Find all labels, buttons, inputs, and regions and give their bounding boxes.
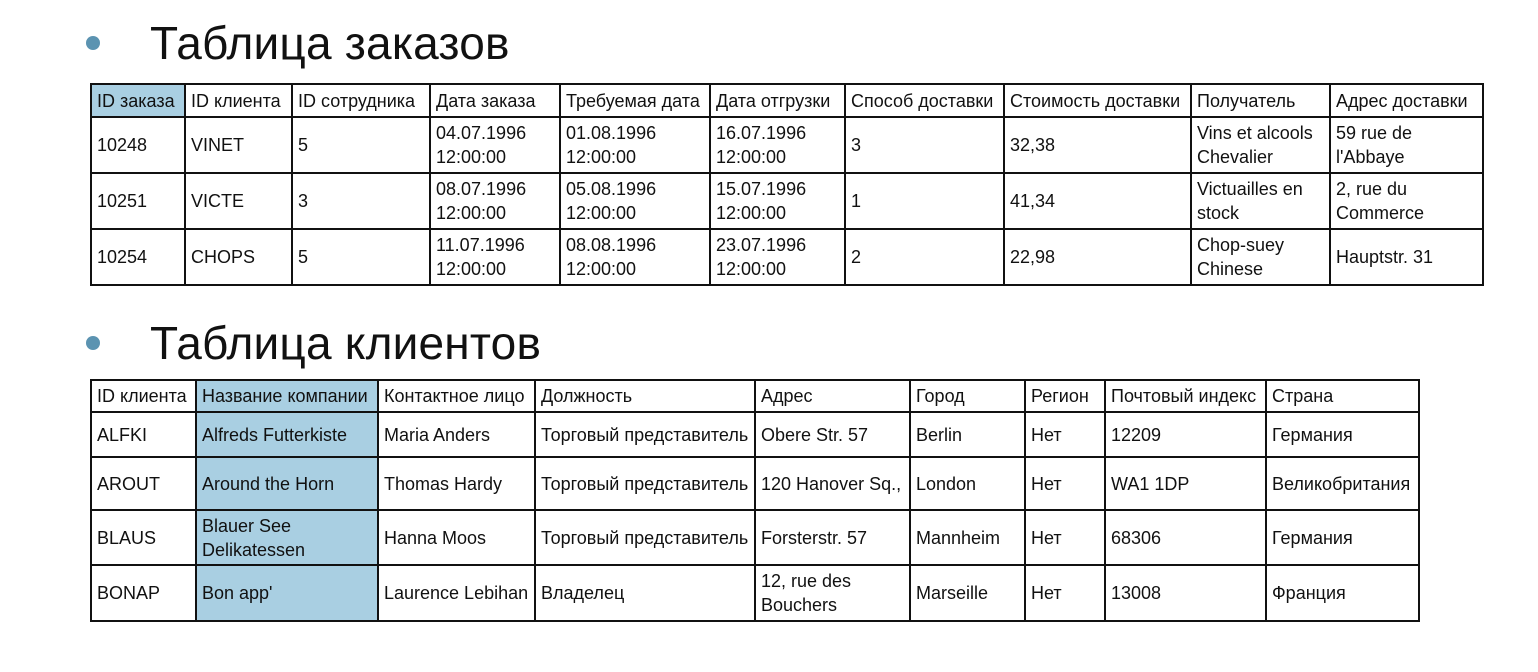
orders-header-shipped-date: Дата отгрузки	[710, 84, 845, 117]
customers-cell-region: Нет	[1025, 565, 1105, 621]
orders-cell-ship-via: 1	[845, 173, 1004, 229]
customers-header-address: Адрес	[755, 380, 910, 412]
customers-header-country: Страна	[1266, 380, 1419, 412]
orders-cell-customer-id: VICTE	[185, 173, 292, 229]
customers-title: Таблица клиентов	[150, 317, 542, 369]
customers-cell-contact-name: Hanna Moos	[378, 510, 535, 565]
customers-header-region: Регион	[1025, 380, 1105, 412]
customers-cell-contact-name: Thomas Hardy	[378, 457, 535, 510]
orders-cell-order-id: 10254	[91, 229, 185, 285]
customers-cell-postal-code: WA1 1DP	[1105, 457, 1266, 510]
orders-cell-freight: 32,38	[1004, 117, 1191, 173]
orders-cell-ship-address: Hauptstr. 31	[1330, 229, 1483, 285]
customers-cell-region: Нет	[1025, 510, 1105, 565]
customers-cell-postal-code: 68306	[1105, 510, 1266, 565]
orders-cell-customer-id: CHOPS	[185, 229, 292, 285]
orders-cell-required-date: 01.08.1996 12:00:00	[560, 117, 710, 173]
orders-title-row	[86, 17, 510, 69]
customers-cell-city: Marseille	[910, 565, 1025, 621]
customers-cell-contact-title: Торговый представитель	[535, 412, 755, 457]
customers-header-customer-id: ID клиента	[91, 380, 196, 412]
customers-cell-customer-id: AROUT	[91, 457, 196, 510]
orders-cell-ship-address: 59 rue de l'Abbaye	[1330, 117, 1483, 173]
customers-cell-customer-id: BONAP	[91, 565, 196, 621]
customers-cell-contact-name: Maria Anders	[378, 412, 535, 457]
orders-cell-ship-name: Victuailles en stock	[1191, 173, 1330, 229]
customers-cell-company-name: Bon app'	[196, 565, 378, 621]
orders-cell-freight: 41,34	[1004, 173, 1191, 229]
customers-cell-contact-title: Владелец	[535, 565, 755, 621]
orders-table	[90, 83, 1484, 286]
customers-cell-contact-title: Торговый представитель	[535, 510, 755, 565]
customers-cell-city: Berlin	[910, 412, 1025, 457]
orders-header-order-date: Дата заказа	[430, 84, 560, 117]
orders-cell-shipped-date: 23.07.1996 12:00:00	[710, 229, 845, 285]
customers-cell-customer-id: ALFKI	[91, 412, 196, 457]
table-row	[91, 457, 1419, 510]
orders-cell-ship-via: 2	[845, 229, 1004, 285]
customers-cell-company-name: Around the Horn	[196, 457, 378, 510]
customers-cell-postal-code: 13008	[1105, 565, 1266, 621]
customers-cell-address: Obere Str. 57	[755, 412, 910, 457]
customers-cell-customer-id: BLAUS	[91, 510, 196, 565]
orders-cell-employee-id: 5	[292, 117, 430, 173]
orders-cell-order-date: 08.07.1996 12:00:00	[430, 173, 560, 229]
customers-cell-country: Великобритания	[1266, 457, 1419, 510]
customers-cell-city: London	[910, 457, 1025, 510]
customers-cell-region: Нет	[1025, 412, 1105, 457]
orders-cell-employee-id: 3	[292, 173, 430, 229]
customers-cell-address: 12, rue des Bouchers	[755, 565, 910, 621]
orders-cell-order-date: 04.07.1996 12:00:00	[430, 117, 560, 173]
orders-header-freight: Стоимость доставки	[1004, 84, 1191, 117]
bullet-icon	[86, 36, 100, 50]
orders-cell-employee-id: 5	[292, 229, 430, 285]
customers-cell-address: Forsterstr. 57	[755, 510, 910, 565]
customers-cell-country: Франция	[1266, 565, 1419, 621]
orders-header-required-date: Требуемая дата	[560, 84, 710, 117]
orders-header-ship-address: Адрес доставки	[1330, 84, 1483, 117]
customers-header-city: Город	[910, 380, 1025, 412]
orders-cell-order-id: 10248	[91, 117, 185, 173]
table-row	[91, 117, 1483, 173]
customers-cell-contact-name: Laurence Lebihan	[378, 565, 535, 621]
orders-header-customer-id: ID клиента	[185, 84, 292, 117]
orders-header-employee-id: ID сотрудника	[292, 84, 430, 117]
customers-cell-country: Германия	[1266, 412, 1419, 457]
customers-header-company-name: Название компании	[196, 380, 378, 412]
orders-header-row	[91, 84, 1483, 117]
orders-cell-freight: 22,98	[1004, 229, 1191, 285]
customers-cell-company-name: Alfreds Futterkiste	[196, 412, 378, 457]
orders-cell-ship-address: 2, rue du Commerce	[1330, 173, 1483, 229]
orders-header-order-id: ID заказа	[91, 84, 185, 117]
customers-cell-address: 120 Hanover Sq.,	[755, 457, 910, 510]
customers-header-contact-title: Должность	[535, 380, 755, 412]
customers-cell-company-name: Blauer See Delikatessen	[196, 510, 378, 565]
orders-cell-shipped-date: 15.07.1996 12:00:00	[710, 173, 845, 229]
customers-title-row	[86, 317, 542, 369]
customers-cell-contact-title: Торговый представитель	[535, 457, 755, 510]
table-row	[91, 229, 1483, 285]
customers-header-postal-code: Почтовый индекс	[1105, 380, 1266, 412]
orders-header-ship-via: Способ доставки	[845, 84, 1004, 117]
customers-header-row	[91, 380, 1419, 412]
orders-cell-ship-name: Vins et alcools Chevalier	[1191, 117, 1330, 173]
customers-cell-country: Германия	[1266, 510, 1419, 565]
table-row	[91, 173, 1483, 229]
orders-cell-required-date: 05.08.1996 12:00:00	[560, 173, 710, 229]
customers-header-contact-name: Контактное лицо	[378, 380, 535, 412]
orders-cell-ship-name: Chop-suey Chinese	[1191, 229, 1330, 285]
orders-title: Таблица заказов	[150, 17, 510, 69]
orders-cell-order-date: 11.07.1996 12:00:00	[430, 229, 560, 285]
orders-cell-shipped-date: 16.07.1996 12:00:00	[710, 117, 845, 173]
customers-table	[90, 379, 1420, 622]
orders-cell-ship-via: 3	[845, 117, 1004, 173]
customers-cell-postal-code: 12209	[1105, 412, 1266, 457]
orders-header-ship-name: Получатель	[1191, 84, 1330, 117]
customers-cell-region: Нет	[1025, 457, 1105, 510]
table-row	[91, 565, 1419, 621]
orders-cell-order-id: 10251	[91, 173, 185, 229]
orders-cell-required-date: 08.08.1996 12:00:00	[560, 229, 710, 285]
table-row	[91, 412, 1419, 457]
orders-cell-customer-id: VINET	[185, 117, 292, 173]
table-row	[91, 510, 1419, 565]
bullet-icon	[86, 336, 100, 350]
customers-cell-city: Mannheim	[910, 510, 1025, 565]
